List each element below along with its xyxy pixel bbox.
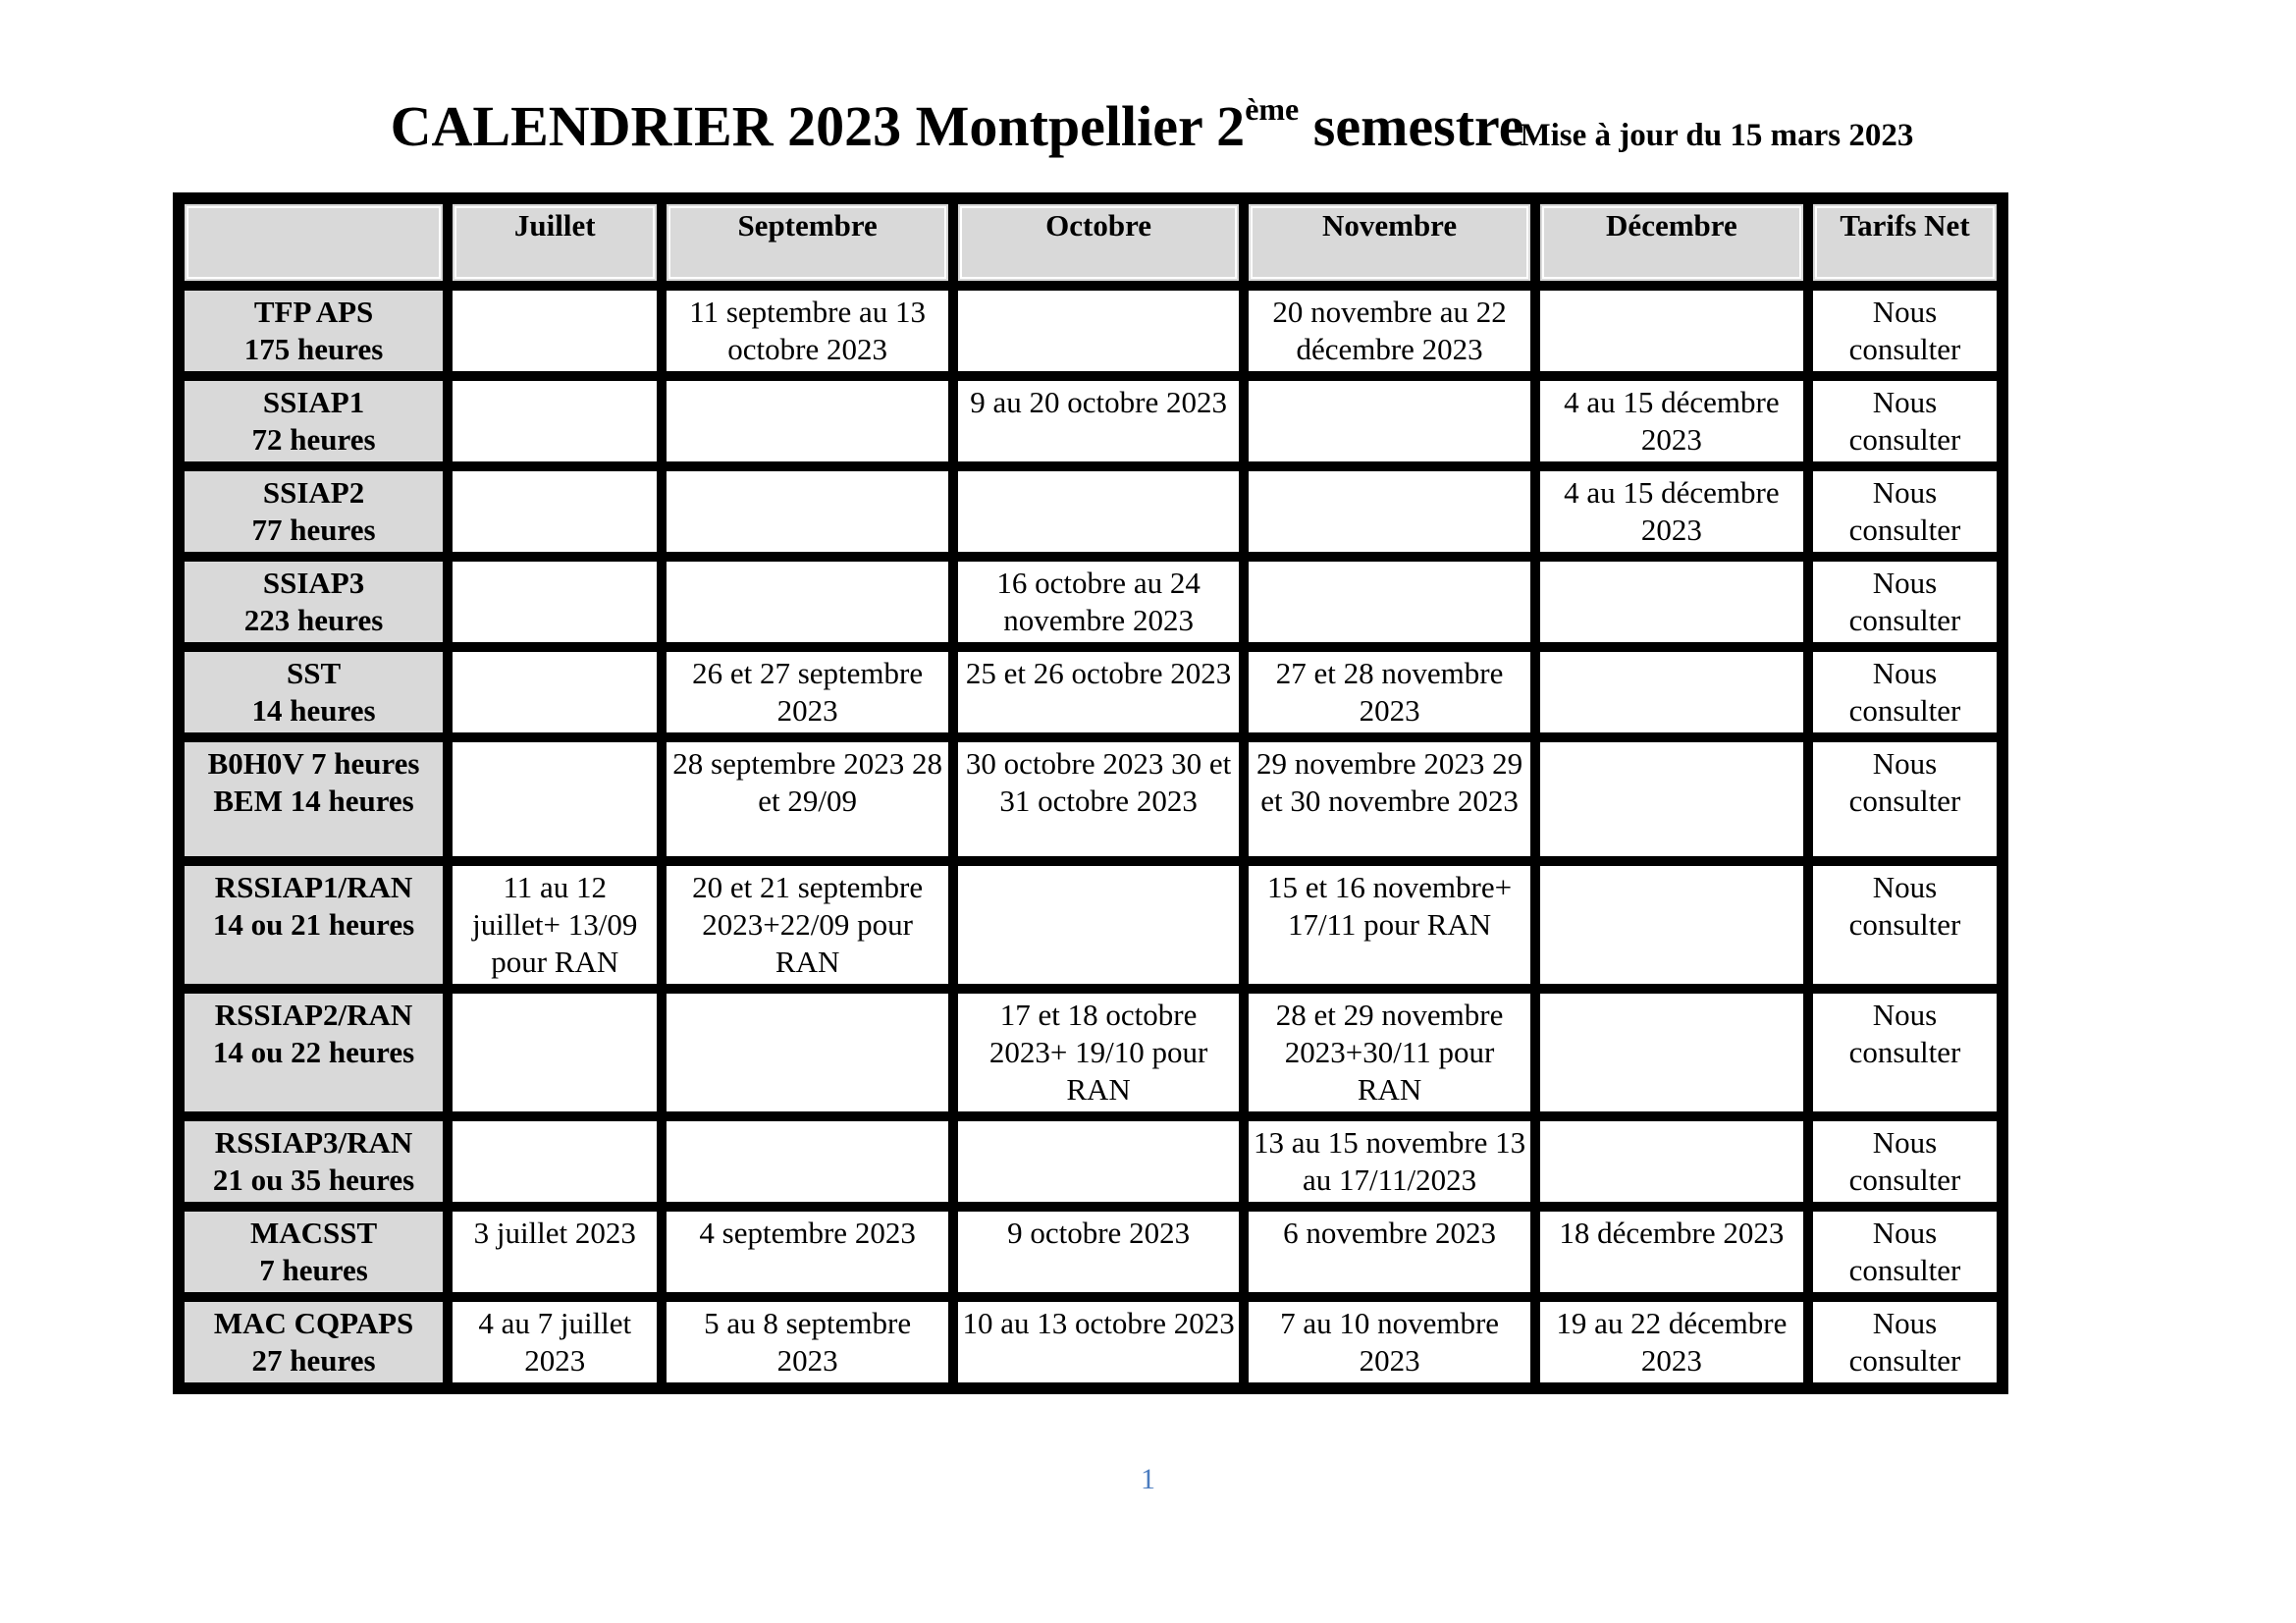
table-row	[182, 1299, 2000, 1385]
cell-decembre: 19 au 22 décembre 2023	[1537, 1299, 1806, 1385]
cell-septembre: 20 et 21 septembre 2023+22/09 pour RAN	[664, 863, 950, 987]
training-name-cell	[182, 468, 446, 555]
cell-septembre: 28 septembre 2023 28 et 29/09	[664, 739, 950, 859]
cell-tarifs: Nous consulter	[1810, 649, 2000, 735]
cell-tarifs: Nous consulter	[1810, 1209, 2000, 1295]
training-duration: 27 heures	[251, 1343, 376, 1378]
table-row	[182, 1209, 2000, 1295]
cell-octobre	[955, 1118, 1242, 1205]
cell-juillet	[450, 649, 660, 735]
cell-decembre: 4 au 15 décembre 2023	[1537, 378, 1806, 464]
cell-octobre: 16 octobre au 24 novembre 2023	[955, 559, 1242, 645]
cell-juillet	[450, 739, 660, 859]
cell-novembre: 28 et 29 novembre 2023+30/11 pour RAN	[1246, 991, 1532, 1114]
title-main: CALENDRIER 2023 Montpellier 2ème semestre	[390, 90, 1524, 158]
cell-decembre	[1537, 1118, 1806, 1205]
cell-decembre	[1537, 288, 1806, 374]
training-name-cell	[182, 863, 446, 987]
cell-septembre	[664, 1118, 950, 1205]
column-header-octobre: Octobre	[955, 201, 1242, 284]
cell-tarifs: Nous consulter	[1810, 468, 2000, 555]
training-name-cell	[182, 288, 446, 374]
cell-novembre: 20 novembre au 22 décembre 2023	[1246, 288, 1532, 374]
calendar-table	[178, 197, 2003, 1389]
cell-decembre: 18 décembre 2023	[1537, 1209, 1806, 1295]
column-header-septembre: Septembre	[664, 201, 950, 284]
table-row	[182, 649, 2000, 735]
cell-juillet: 3 juillet 2023	[450, 1209, 660, 1295]
cell-novembre: 29 novembre 2023 29 et 30 novembre 2023	[1246, 739, 1532, 859]
training-name-cell	[182, 739, 446, 859]
cell-septembre	[664, 468, 950, 555]
cell-novembre: 13 au 15 novembre 13 au 17/11/2023	[1246, 1118, 1532, 1205]
cell-novembre	[1246, 559, 1532, 645]
cell-octobre: 25 et 26 octobre 2023	[955, 649, 1242, 735]
cell-tarifs: Nous consulter	[1810, 863, 2000, 987]
calendar-body	[182, 288, 2000, 1385]
column-header-tarifs: Tarifs Net	[1810, 201, 2000, 284]
cell-tarifs: Nous consulter	[1810, 991, 2000, 1114]
table-row	[182, 863, 2000, 987]
cell-octobre: 9 octobre 2023	[955, 1209, 1242, 1295]
cell-tarifs: Nous consulter	[1810, 739, 2000, 859]
cell-octobre: 30 octobre 2023 30 et 31 octobre 2023	[955, 739, 1242, 859]
table-row	[182, 991, 2000, 1114]
training-duration: 72 heures	[251, 422, 376, 457]
cell-octobre	[955, 863, 1242, 987]
cell-decembre	[1537, 559, 1806, 645]
training-name: RSSIAP3/RAN	[214, 1125, 413, 1160]
cell-novembre: 27 et 28 novembre 2023	[1246, 649, 1532, 735]
update-note: Mise à jour du 15 mars 2023	[1520, 118, 1914, 153]
header-corner-cell	[182, 201, 446, 284]
table-row	[182, 559, 2000, 645]
cell-decembre	[1537, 991, 1806, 1114]
table-row	[182, 468, 2000, 555]
page-title	[0, 90, 2296, 158]
cell-septembre	[664, 378, 950, 464]
training-duration: 175 heures	[243, 332, 384, 366]
cell-novembre	[1246, 378, 1532, 464]
cell-juillet	[450, 1118, 660, 1205]
training-duration: 21 ou 35 heures	[212, 1163, 415, 1197]
cell-octobre	[955, 468, 1242, 555]
cell-novembre	[1246, 468, 1532, 555]
cell-juillet	[450, 378, 660, 464]
cell-decembre	[1537, 739, 1806, 859]
cell-tarifs: Nous consulter	[1810, 1299, 2000, 1385]
cell-tarifs: Nous consulter	[1810, 559, 2000, 645]
training-duration: 14 ou 22 heures	[212, 1035, 415, 1069]
training-name-cell	[182, 1209, 446, 1295]
training-duration: 77 heures	[251, 513, 376, 547]
cell-septembre: 26 et 27 septembre 2023	[664, 649, 950, 735]
page-number: 1	[1141, 1463, 1155, 1495]
training-duration: 14 ou 21 heures	[212, 907, 415, 942]
cell-septembre: 5 au 8 septembre 2023	[664, 1299, 950, 1385]
cell-juillet: 11 au 12 juillet+ 13/09 pour RAN	[450, 863, 660, 987]
training-name-cell	[182, 378, 446, 464]
table-row	[182, 378, 2000, 464]
table-row	[182, 288, 2000, 374]
header-row	[182, 201, 2000, 284]
cell-novembre: 15 et 16 novembre+ 17/11 pour RAN	[1246, 863, 1532, 987]
cell-tarifs: Nous consulter	[1810, 288, 2000, 374]
training-name: RSSIAP2/RAN	[214, 998, 413, 1032]
training-name-cell	[182, 991, 446, 1114]
cell-juillet	[450, 991, 660, 1114]
cell-septembre: 11 septembre au 13 octobre 2023	[664, 288, 950, 374]
cell-tarifs: Nous consulter	[1810, 1118, 2000, 1205]
cell-decembre: 4 au 15 décembre 2023	[1537, 468, 1806, 555]
cell-decembre	[1537, 863, 1806, 987]
training-name: RSSIAP1/RAN	[214, 870, 413, 904]
cell-octobre: 10 au 13 octobre 2023	[955, 1299, 1242, 1385]
cell-novembre: 7 au 10 novembre 2023	[1246, 1299, 1532, 1385]
training-name: SSIAP1	[262, 385, 365, 419]
cell-octobre	[955, 288, 1242, 374]
training-name-cell	[182, 1299, 446, 1385]
training-name-cell	[182, 559, 446, 645]
column-header-decembre: Décembre	[1537, 201, 1806, 284]
training-duration: 7 heures	[259, 1253, 368, 1287]
training-name-cell	[182, 1118, 446, 1205]
cell-septembre	[664, 991, 950, 1114]
column-header-novembre: Novembre	[1246, 201, 1532, 284]
training-name: MACSST	[249, 1216, 378, 1250]
cell-juillet: 4 au 7 juillet 2023	[450, 1299, 660, 1385]
cell-octobre: 9 au 20 octobre 2023	[955, 378, 1242, 464]
cell-novembre: 6 novembre 2023	[1246, 1209, 1532, 1295]
cell-septembre	[664, 559, 950, 645]
title-superscript: ème	[1245, 90, 1300, 127]
cell-juillet	[450, 468, 660, 555]
training-duration: 14 heures	[251, 693, 376, 728]
column-header-juillet: Juillet	[450, 201, 660, 284]
cell-decembre	[1537, 649, 1806, 735]
calendar-table-frame	[173, 192, 2008, 1394]
training-name: MAC CQPAPS	[213, 1306, 414, 1340]
training-name: SSIAP2	[262, 475, 365, 510]
training-name-cell	[182, 649, 446, 735]
cell-juillet	[450, 288, 660, 374]
training-name: SST	[286, 656, 342, 690]
cell-octobre: 17 et 18 octobre 2023+ 19/10 pour RAN	[955, 991, 1242, 1114]
table-row	[182, 1118, 2000, 1205]
training-duration: 223 heures	[243, 603, 384, 637]
cell-juillet	[450, 559, 660, 645]
training-duration: BEM 14 heures	[213, 784, 414, 818]
training-name: SSIAP3	[262, 566, 365, 600]
cell-septembre: 4 septembre 2023	[664, 1209, 950, 1295]
cell-tarifs: Nous consulter	[1810, 378, 2000, 464]
training-name: B0H0V 7 heures	[207, 746, 420, 781]
training-name: TFP APS	[253, 295, 374, 329]
table-row	[182, 739, 2000, 859]
